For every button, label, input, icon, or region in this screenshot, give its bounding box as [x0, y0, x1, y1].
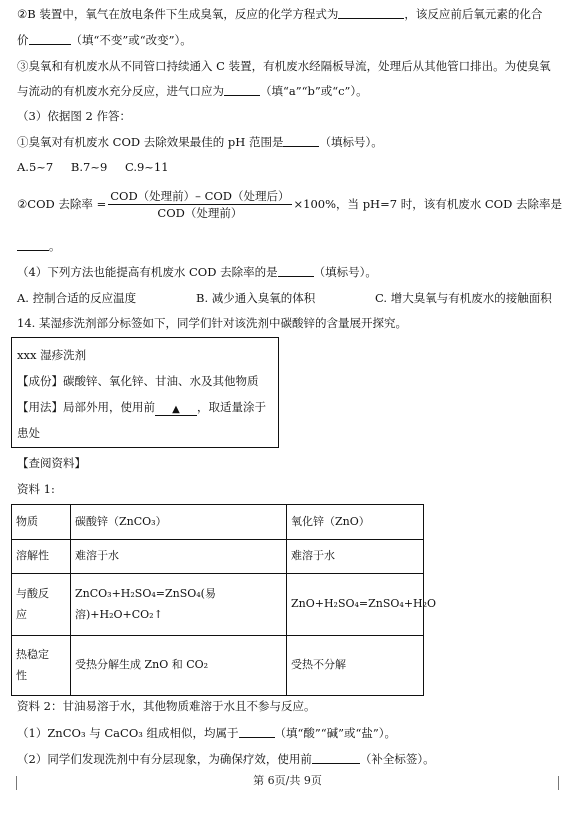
table-row	[12, 540, 424, 574]
text: 14. 某湿疹洗剂部分标签如下，同学们针对该洗剂中碳酸锌的含量展开探究。	[17, 316, 407, 330]
question-line-inlet	[17, 84, 368, 98]
cod-answer-line	[17, 239, 61, 253]
text: 应	[16, 607, 27, 621]
question-line-c-device	[17, 59, 551, 73]
table-cell: 难溶于水	[287, 540, 424, 574]
material-2: 资料 2：甘油易溶于水，其他物质难溶于水且不参与反应。	[17, 699, 316, 713]
text: ①臭氧对有机废水 COD 去除效果最佳的 pH 范围是	[17, 135, 284, 149]
text: 溶)+H₂O+CO₂↑	[75, 607, 163, 621]
table-cell: 氧化锌（ZnO）	[287, 505, 424, 540]
answer-blank[interactable]	[29, 33, 71, 45]
table-cell: 碳酸锌（ZnCO₃）	[71, 505, 287, 540]
crop-mark	[2, 776, 17, 790]
text: 与酸反	[16, 586, 49, 600]
question-part-3	[17, 109, 131, 123]
table-cell: 物质	[12, 505, 71, 540]
answer-blank[interactable]	[239, 726, 275, 738]
answer-blank[interactable]	[17, 239, 49, 251]
text: （填“不变”或“改变”）。	[70, 33, 192, 47]
question-part-4	[17, 265, 377, 279]
question-line-equation	[17, 7, 542, 21]
text: 价	[17, 33, 29, 47]
text: ，该反应前后氧元素的化合	[404, 7, 543, 21]
answer-blank[interactable]	[278, 265, 314, 277]
text: （填标号）。	[313, 265, 377, 279]
answer-blank[interactable]	[312, 752, 360, 764]
product-label-box	[11, 337, 279, 448]
question-14-2	[17, 752, 435, 766]
denominator: COD（处理前）	[157, 206, 243, 221]
choices-line-c	[375, 291, 552, 305]
answer-blank[interactable]	[283, 135, 319, 147]
label-title: xxx 湿疹洗剂	[17, 348, 87, 362]
table-cell: 受热不分解	[287, 636, 424, 696]
text: （4）下列方法也能提高有机废水 COD 去除率的是	[17, 265, 278, 279]
table-cell: 难溶于水	[71, 540, 287, 574]
answer-blank[interactable]	[224, 84, 260, 96]
question-line-ph	[17, 135, 383, 149]
table-cell: ZnO+H₂SO₄=ZnSO₄+H₂O	[287, 574, 424, 636]
text: 性	[16, 668, 27, 682]
table-cell	[71, 574, 287, 636]
properties-table	[11, 504, 437, 696]
table-cell	[12, 636, 71, 696]
question-14	[17, 316, 407, 330]
material-1-label: 资料 1:	[17, 482, 55, 496]
table-row	[12, 636, 424, 696]
option-a: A.5~7	[17, 160, 54, 174]
text: 【用法】局部外用，使用前	[17, 400, 155, 414]
text: ，取适量涂于	[197, 400, 266, 414]
text: ②B 装置中，氧气在放电条件下生成臭氧，反应的化学方程式为	[17, 7, 339, 21]
label-ingredients: 【成份】碳酸锌、氧化锌、甘油、水及其他物质	[17, 374, 259, 388]
numerator: COD（处理前）– COD（处理后）	[108, 189, 291, 205]
choices-line-b	[196, 291, 315, 305]
label-usage-continued: 患处	[17, 426, 40, 440]
cod-formula	[17, 189, 562, 221]
label-usage	[17, 400, 266, 416]
text: （补全标签）。	[359, 752, 435, 766]
text: （3）依据图 2 作答：	[17, 109, 131, 123]
text: 与流动的有机废水充分反应，进气口应为	[17, 84, 224, 98]
text: ③臭氧和有机废水从不同管口持续通入 C 装置，有机废水经隔板导流，处理后从其他管口排出。为使臭氧	[17, 59, 551, 73]
text: （1）ZnCO₃ 与 CaCO₃ 组成相似，均属于	[17, 726, 239, 740]
choice-b: B. 减少通入臭氧的体积	[196, 291, 316, 305]
page-footer: 第 6页/共 9页	[253, 774, 322, 787]
option-c: C.9~11	[124, 160, 169, 174]
formula-label: ②COD 去除率 =	[17, 196, 107, 211]
answer-blank[interactable]	[338, 7, 404, 19]
text: 热稳定	[16, 647, 49, 661]
text: （填标号）。	[319, 135, 383, 149]
text: ZnCO₃+H₂SO₄=ZnSO₄(易	[75, 586, 216, 600]
choice-a: A. 控制合适的反应温度	[17, 291, 137, 305]
triangle-marker-blank[interactable]: ▲	[155, 404, 197, 416]
text: ×100%，当 pH=7 时，该有机废水 COD 去除率是	[293, 196, 562, 211]
option-b: B.7~9	[70, 160, 108, 174]
text: （填“酸”“碱”或“盐”）。	[274, 726, 397, 740]
text: （填“a”“b”或“c”）。	[260, 84, 368, 98]
text: （2）同学们发现洗剂中有分层现象，为确保疗效，使用前	[17, 752, 312, 766]
question-line-valence	[17, 33, 192, 47]
table-cell: 受热分解生成 ZnO 和 CO₂	[71, 636, 287, 696]
table-header-row	[12, 505, 424, 540]
text: 。	[49, 239, 61, 253]
choice-c: C. 增大臭氧与有机废水的接触面积	[375, 291, 552, 305]
table-cell	[12, 574, 71, 636]
crop-mark	[558, 776, 573, 790]
fraction	[108, 189, 291, 221]
question-14-1	[17, 726, 396, 740]
table-cell: 溶解性	[12, 540, 71, 574]
section-title: 【查阅资料】	[17, 456, 86, 470]
choices-line	[17, 291, 136, 305]
table-row	[12, 574, 424, 636]
ph-options	[17, 160, 169, 174]
